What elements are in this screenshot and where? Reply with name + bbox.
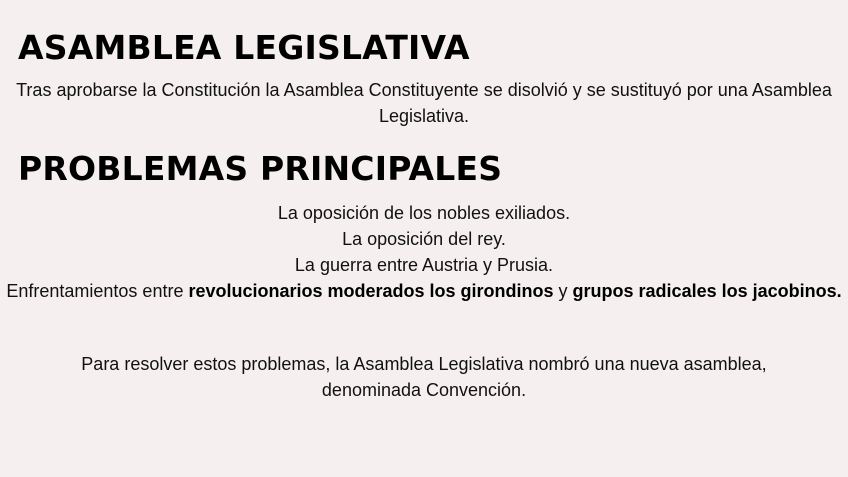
problems-list: [4, 200, 844, 304]
problem-item-guerra: La guerra entre Austria y Prusia.: [294, 255, 554, 275]
section-title-asamblea-legislativa: ASAMBLEA LEGISLATIVA: [18, 28, 470, 67]
conflict-moderates: revolucionarios moderados los girondinos: [188, 281, 554, 301]
intro-paragraph: Tras aprobarse la Constitución la Asamblea Constituyente se disolvió y se sustituyó por una Asamblea Legislativa.: [16, 80, 832, 126]
conflict-radicals: grupos radicales los jacobinos.: [572, 281, 842, 301]
conflict-connector: y: [553, 281, 573, 301]
problem-item-nobles: La oposición de los nobles exiliados.: [277, 203, 571, 223]
conflict-prefix: Enfrentamientos entre: [6, 281, 189, 301]
section-title-problemas-principales: PROBLEMAS PRINCIPALES: [18, 149, 503, 188]
problem-item-rey: La oposición del rey.: [342, 229, 506, 249]
problem-item-enfrentamientos: [4, 278, 844, 304]
conclusion-paragraph: Para resolver estos problemas, la Asamblea Legislativa nombró una nueva asamblea, denominada Convención.: [81, 354, 767, 400]
